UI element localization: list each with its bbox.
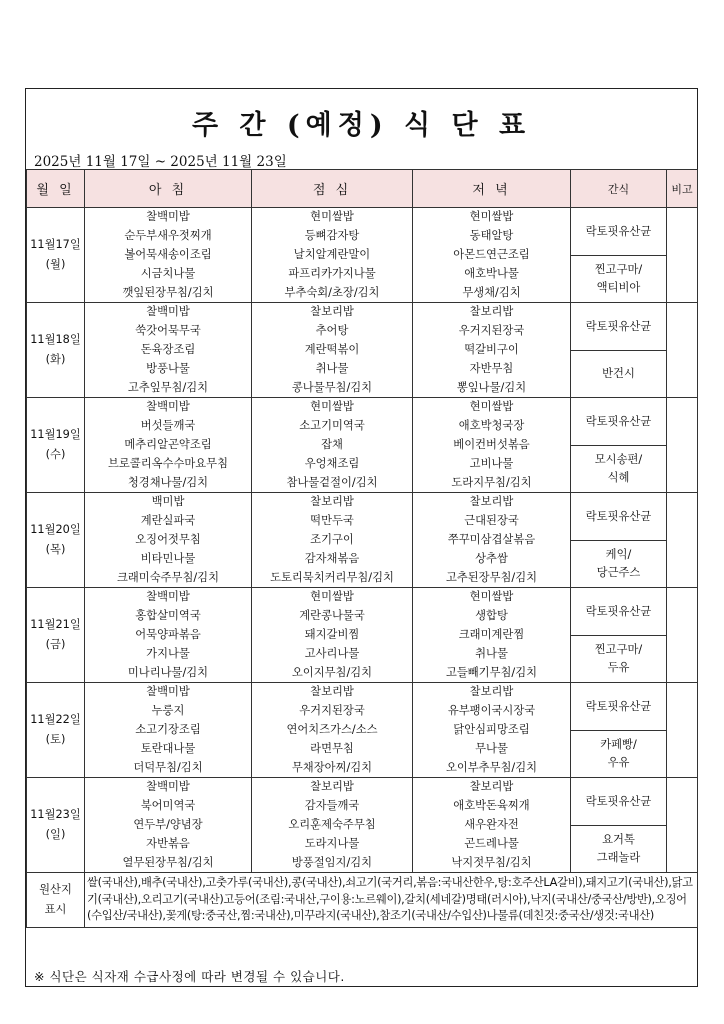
- dinner-item: 애호박돈육찌개: [453, 799, 530, 813]
- day-weekday: (화): [45, 353, 66, 366]
- snack-top: [571, 589, 666, 636]
- breakfast-item: 찰백미밥: [146, 400, 190, 414]
- breakfast-item: 북어미역국: [140, 799, 196, 813]
- snack-cell: [571, 493, 667, 588]
- lunch-item: 등뼈감자탕: [304, 229, 360, 243]
- dinner-item: 상추쌈: [475, 551, 508, 565]
- breakfast-item: 버섯들깨국: [140, 419, 196, 433]
- lunch-item: 추어탕: [315, 324, 349, 338]
- lunch-item: 감자들깨국: [304, 799, 360, 813]
- origin-label-line1: 원산지: [39, 882, 72, 896]
- day-cell: [27, 683, 85, 778]
- dinner-item: 찰보리밥: [469, 495, 514, 509]
- snack-bottom: [571, 826, 666, 872]
- day-date: 11월23일: [30, 808, 81, 821]
- dinner-cell: [413, 398, 571, 493]
- lunch-item: 무채장아찌/김치: [291, 760, 373, 774]
- origin-label-line2: 표시: [44, 902, 67, 916]
- breakfast-item: 홍합살미역국: [135, 609, 201, 623]
- snack-item: 케익/: [605, 547, 632, 561]
- breakfast-cell: [85, 208, 252, 303]
- lunch-item: 우엉채조림: [304, 456, 360, 470]
- page-title: 주 간 (예정) 식 단 표: [191, 110, 532, 141]
- dinner-item: 크래미계란찜: [458, 627, 525, 641]
- breakfast-item: 자반볶음: [146, 836, 190, 850]
- lunch-item: 계란떡볶이: [304, 342, 360, 356]
- note-cell: [667, 588, 698, 683]
- lunch-item: 도라지나물: [304, 836, 360, 850]
- snack-cell: [571, 778, 667, 873]
- snack-item: 액티비아: [596, 280, 641, 294]
- lunch-item: 오리훈제숙주무침: [288, 817, 376, 831]
- snack-bottom: [571, 351, 666, 397]
- breakfast-item: 미나리나물/김치: [127, 665, 209, 679]
- day-row: [27, 303, 698, 398]
- menu-sheet: [25, 88, 698, 987]
- header-dinner: 저 녁: [413, 170, 571, 208]
- day-row: [27, 398, 698, 493]
- breakfast-item: 볼어묵새송이조림: [124, 247, 212, 261]
- lunch-item: 현미쌀밥: [310, 210, 354, 224]
- breakfast-item: 고추잎무침/김치: [127, 380, 209, 394]
- snack-top: [571, 779, 666, 826]
- breakfast-item: 토란대나물: [140, 741, 196, 755]
- lunch-item: 계란콩나물국: [299, 609, 365, 623]
- day-date: 11월21일: [30, 618, 81, 631]
- breakfast-item: 순두부새우젓찌개: [124, 229, 212, 243]
- snack-bottom: [571, 541, 666, 587]
- snack-bottom: [571, 446, 666, 492]
- snack-top: [571, 209, 666, 256]
- header-breakfast: 아 침: [85, 170, 252, 208]
- day-date: 11월22일: [30, 713, 81, 726]
- breakfast-item: 오징어젓무침: [135, 532, 201, 546]
- day-cell: [27, 778, 85, 873]
- note-cell: [667, 778, 698, 873]
- breakfast-item: 누룽지: [151, 704, 185, 718]
- dinner-item: 뽕잎나물/김치: [456, 380, 527, 394]
- lunch-item: 감자채볶음: [304, 551, 360, 565]
- snack-item: 락토핏유산균: [585, 794, 652, 808]
- day-row: [27, 778, 698, 873]
- snack-item: 두유: [607, 660, 630, 674]
- dinner-item: 고비나물: [469, 456, 514, 470]
- day-cell: [27, 303, 85, 398]
- snack-item: 당근주스: [596, 565, 641, 579]
- snack-item: 식혜: [607, 470, 630, 484]
- menu-table: [26, 169, 698, 928]
- day-date: 11월19일: [30, 428, 81, 441]
- dinner-item: 현미쌀밥: [469, 400, 514, 414]
- lunch-cell: [252, 493, 413, 588]
- snack-top: [571, 399, 666, 446]
- header-row: [27, 170, 698, 208]
- breakfast-item: 크래미숙주무침/김치: [116, 570, 220, 584]
- lunch-cell: [252, 303, 413, 398]
- dinner-cell: [413, 778, 571, 873]
- dinner-item: 자반무침: [469, 361, 514, 375]
- lunch-item: 찰보리밥: [310, 780, 354, 794]
- snack-item: 우유: [607, 755, 630, 769]
- snack-item: 찐고구마/: [594, 642, 643, 656]
- dinner-item: 도라지무침/김치: [451, 475, 532, 489]
- dinner-item: 낙지젓무침/김치: [451, 855, 532, 869]
- dinner-item: 우거지된장국: [458, 324, 525, 338]
- snack-top: [571, 304, 666, 351]
- dinner-item: 무생채/김치: [462, 285, 521, 299]
- snack-item: 락토핏유산균: [585, 414, 652, 428]
- dinner-item: 아몬드연근조림: [453, 247, 530, 261]
- lunch-item: 오이지무침/김치: [291, 665, 373, 679]
- breakfast-item: 쑥갓어묵무국: [135, 324, 201, 338]
- snack-bottom: [571, 636, 666, 682]
- breakfast-item: 열무된장무침/김치: [122, 855, 214, 869]
- day-date: 11월18일: [30, 333, 81, 346]
- snack-bottom: [571, 731, 666, 777]
- dinner-item: 고추된장무침/김치: [445, 570, 538, 584]
- snack-item: 락토핏유산균: [585, 319, 652, 333]
- day-weekday: (수): [45, 448, 66, 461]
- breakfast-item: 돈육장조림: [140, 342, 196, 356]
- dinner-item: 베이컨버섯볶음: [453, 437, 530, 451]
- origin-label: [27, 873, 85, 928]
- day-weekday: (토): [45, 733, 66, 746]
- dinner-item: 현미쌀밥: [469, 590, 514, 604]
- dinner-item: 현미쌀밥: [469, 210, 514, 224]
- header-lunch: 점 심: [252, 170, 413, 208]
- lunch-item: 우거지된장국: [299, 704, 365, 718]
- breakfast-item: 더덕무침/김치: [133, 760, 203, 774]
- snack-item: 락토핏유산균: [585, 224, 652, 238]
- snack-item: 반건시: [602, 366, 635, 380]
- note-cell: [667, 493, 698, 588]
- lunch-cell: [252, 778, 413, 873]
- dinner-item: 찰보리밥: [469, 780, 514, 794]
- header-snack: 간식: [571, 170, 667, 208]
- lunch-item: 콩나물무침/김치: [291, 380, 373, 394]
- lunch-item: 고사리나물: [304, 646, 360, 660]
- lunch-cell: [252, 208, 413, 303]
- dinner-item: 근대된장국: [464, 514, 519, 528]
- dinner-item: 유부팽이국시장국: [447, 704, 536, 718]
- lunch-item: 찰보리밥: [310, 305, 354, 319]
- dinner-item: 닭안심피망조림: [453, 722, 530, 736]
- dinner-item: 새우완자전: [464, 817, 519, 831]
- breakfast-item: 찰백미밥: [146, 590, 190, 604]
- day-weekday: (금): [45, 638, 66, 651]
- origin-text: 쌀(국내산),배추(국내산),고춧가루(국내산),콩(국내산),쇠고기(국거리,볶음:국내산한우,탕:호주산LA갈비),돼지고기(국내산),닭고기(국내산),오리고기(국내산)고등어(조림:국내산,구이용:노르웨이),갈치(세네갈)명태(러시아),낙지(국내산/중국산/방반),오징어(수입산/국내산),꽃게(탕:중국산,찜:국내산),미꾸라지(국내산),참조기(국내산/수입산)나물류(데친것:중국산/생것:국내산): [85, 873, 698, 928]
- dinner-item: 애호박나물: [464, 266, 519, 280]
- breakfast-item: 어묵양파볶음: [135, 627, 201, 641]
- day-weekday: (월): [45, 258, 66, 271]
- breakfast-cell: [85, 398, 252, 493]
- snack-item: 그래놀라: [596, 850, 641, 864]
- snack-cell: [571, 588, 667, 683]
- day-cell: [27, 493, 85, 588]
- lunch-item: 현미쌀밥: [310, 590, 354, 604]
- breakfast-item: 찰백미밥: [146, 305, 190, 319]
- dinner-item: 고들빼기무침/김치: [445, 665, 538, 679]
- note-cell: [667, 683, 698, 778]
- dinner-cell: [413, 493, 571, 588]
- dinner-item: 떡갈비구이: [464, 342, 519, 356]
- breakfast-cell: [85, 493, 252, 588]
- lunch-item: 라면무침: [310, 741, 354, 755]
- snack-item: 모시송편/: [594, 452, 643, 466]
- dinner-item: 오이부추무침/김치: [445, 760, 538, 774]
- breakfast-item: 가지나물: [146, 646, 190, 660]
- breakfast-item: 청경채나물/김치: [127, 475, 209, 489]
- lunch-item: 부추숙회/초장/김치: [284, 285, 380, 299]
- date-range: 2025년 11월 17일 ~ 2025년 11월 23일: [34, 154, 287, 170]
- lunch-cell: [252, 398, 413, 493]
- dinner-cell: [413, 588, 571, 683]
- snack-item: 락토핏유산균: [585, 604, 652, 618]
- lunch-item: 조기구이: [310, 532, 354, 546]
- snack-item: 찐고구마/: [594, 262, 643, 276]
- breakfast-item: 계란실파국: [140, 514, 196, 528]
- notice-text: ※ 식단은 식자재 수급사정에 따라 변경될 수 있습니다.: [34, 969, 345, 984]
- breakfast-cell: [85, 588, 252, 683]
- dinner-item: 찰보리밥: [469, 305, 514, 319]
- dinner-cell: [413, 208, 571, 303]
- dinner-cell: [413, 683, 571, 778]
- day-weekday: (일): [45, 828, 66, 841]
- breakfast-item: 깻잎된장무침/김치: [122, 285, 214, 299]
- lunch-cell: [252, 683, 413, 778]
- note-cell: [667, 208, 698, 303]
- lunch-item: 현미쌀밥: [310, 400, 354, 414]
- snack-item: 요거톡: [602, 832, 635, 846]
- breakfast-item: 백미밥: [151, 495, 185, 509]
- breakfast-cell: [85, 303, 252, 398]
- breakfast-item: 연두부/양념장: [133, 817, 203, 831]
- day-cell: [27, 208, 85, 303]
- day-row: [27, 208, 698, 303]
- dinner-item: 찰보리밥: [469, 685, 514, 699]
- day-cell: [27, 398, 85, 493]
- lunch-item: 참나물겉절이/김치: [286, 475, 378, 489]
- snack-item: 락토핏유산균: [585, 699, 652, 713]
- dinner-item: 곤드레나물: [464, 836, 519, 850]
- origin-row: [27, 873, 698, 928]
- lunch-item: 소고기미역국: [299, 419, 365, 433]
- breakfast-item: 비타민나물: [140, 551, 196, 565]
- lunch-item: 취나물: [315, 361, 349, 375]
- dinner-item: 동태알탕: [469, 229, 514, 243]
- lunch-item: 떡만두국: [310, 514, 354, 528]
- dinner-item: 애호박청국장: [458, 419, 525, 433]
- snack-top: [571, 684, 666, 731]
- lunch-item: 찰보리밥: [310, 685, 354, 699]
- snack-cell: [571, 683, 667, 778]
- breakfast-cell: [85, 683, 252, 778]
- day-weekday: (목): [45, 543, 66, 556]
- lunch-item: 날치알계란말이: [293, 247, 371, 261]
- lunch-item: 파프리카가지나물: [288, 266, 376, 280]
- dinner-cell: [413, 303, 571, 398]
- breakfast-item: 시금치나물: [140, 266, 196, 280]
- header-day: 월 일: [27, 170, 85, 208]
- lunch-item: 도토리묵치커리무침/김치: [270, 570, 394, 584]
- day-date: 11월20일: [30, 523, 81, 536]
- lunch-item: 찰보리밥: [310, 495, 354, 509]
- note-cell: [667, 303, 698, 398]
- day-date: 11월17일: [30, 238, 81, 251]
- dinner-item: 생합탕: [475, 609, 508, 623]
- breakfast-item: 브로콜리옥수수마요무침: [107, 456, 229, 470]
- lunch-item: 연어치즈가스/소스: [286, 722, 378, 736]
- header-note: 비고: [667, 170, 698, 208]
- dinner-item: 무나물: [475, 741, 508, 755]
- day-row: [27, 493, 698, 588]
- snack-top: [571, 494, 666, 541]
- breakfast-item: 찰백미밥: [146, 685, 190, 699]
- day-cell: [27, 588, 85, 683]
- dinner-item: 취나물: [475, 646, 508, 660]
- breakfast-item: 메추리알곤약조림: [124, 437, 212, 451]
- breakfast-item: 찰백미밥: [146, 780, 190, 794]
- breakfast-item: 방풍나물: [146, 361, 190, 375]
- snack-item: 카페빵/: [600, 737, 637, 751]
- snack-item: 락토핏유산균: [585, 509, 652, 523]
- note-cell: [667, 398, 698, 493]
- snack-cell: [571, 303, 667, 398]
- breakfast-item: 소고기장조림: [135, 722, 201, 736]
- lunch-cell: [252, 588, 413, 683]
- dinner-item: 쭈꾸미삼겹살볶음: [447, 532, 536, 546]
- snack-bottom: [571, 256, 666, 302]
- day-row: [27, 588, 698, 683]
- lunch-item: 잡채: [321, 437, 343, 451]
- snack-cell: [571, 398, 667, 493]
- lunch-item: 방풍절임지/김치: [291, 855, 373, 869]
- day-row: [27, 683, 698, 778]
- lunch-item: 돼지갈비찜: [304, 627, 360, 641]
- breakfast-cell: [85, 778, 252, 873]
- breakfast-item: 찰백미밥: [146, 210, 190, 224]
- snack-cell: [571, 208, 667, 303]
